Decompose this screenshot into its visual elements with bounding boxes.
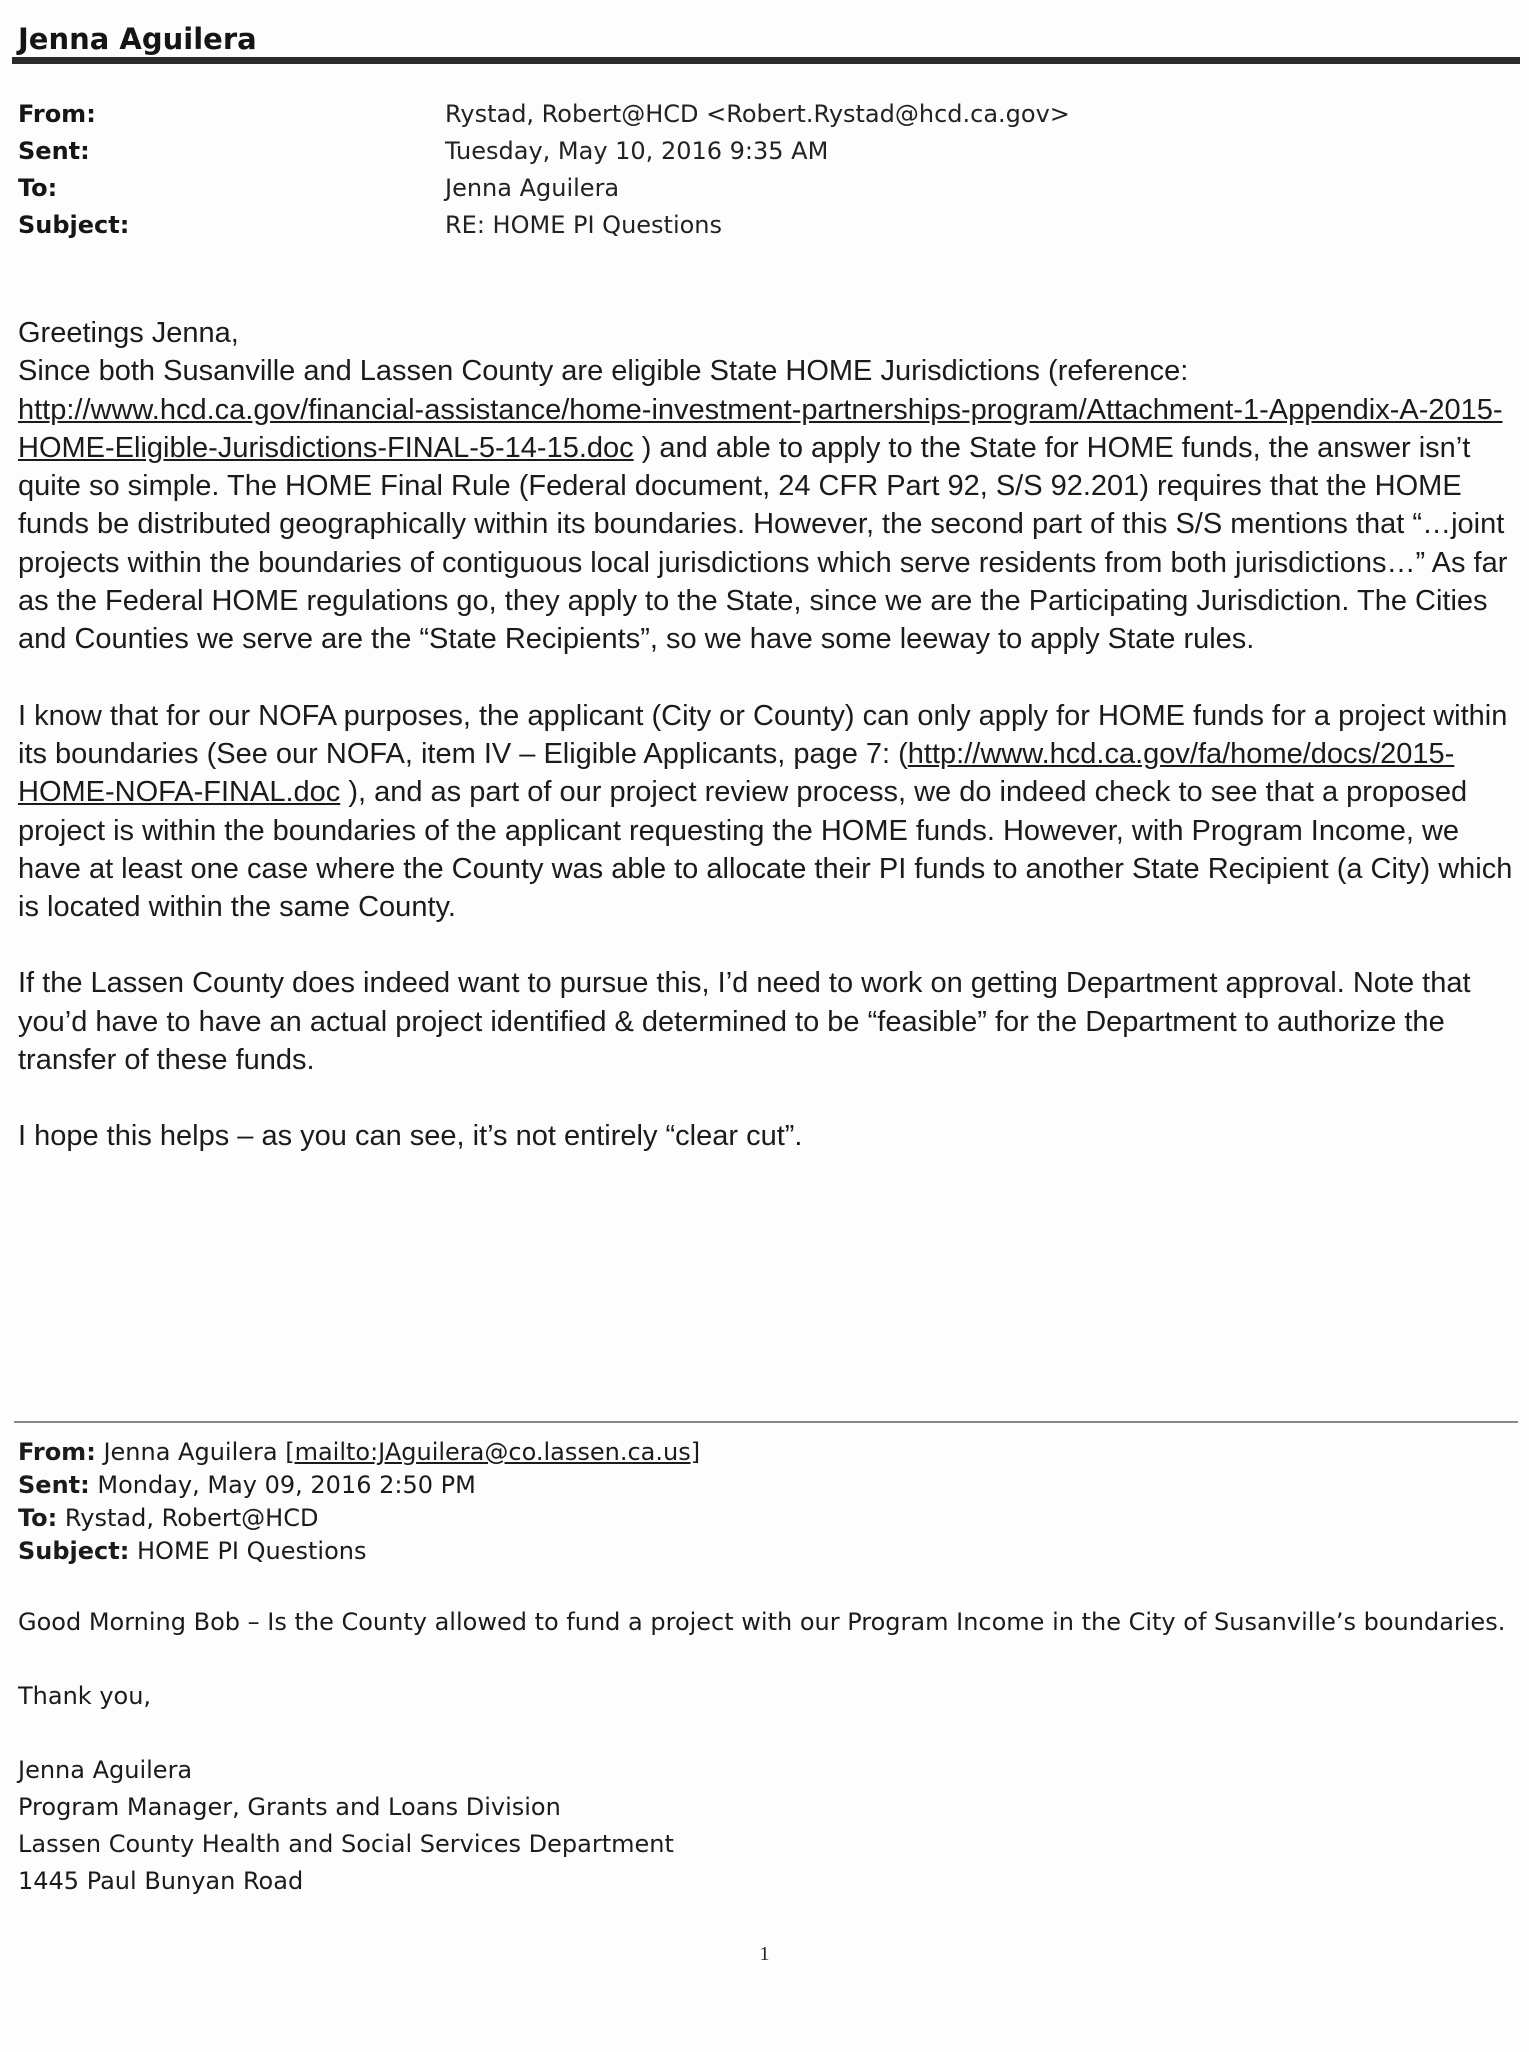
header-rule bbox=[12, 57, 1520, 64]
signature-block bbox=[18, 1752, 1518, 1900]
forwarded-subject-value: HOME PI Questions bbox=[137, 1537, 367, 1565]
forwarded-body bbox=[18, 1604, 1518, 1900]
signature-address: 1445 Paul Bunyan Road bbox=[18, 1867, 304, 1895]
forwarded-from-value: Jenna Aguilera bbox=[103, 1438, 278, 1466]
forwarded-sent-label: Sent: bbox=[18, 1471, 90, 1499]
body-paragraph-4: I hope this helps – as you can see, it’s not entirely “clear cut”. bbox=[18, 1120, 803, 1153]
paragraph-2-text-a: I know that for our NOFA purposes, the applicant (City or County) can only apply for HOME funds for a project within its boundaries (See our NOFA, item IV – Eligible Applicants, page 7: ( bbox=[18, 699, 1508, 770]
forwarded-subject-label: Subject: bbox=[18, 1537, 130, 1565]
signature-title: Program Manager, Grants and Loans Division bbox=[18, 1793, 561, 1821]
from-value: Rystad, Robert@HCD <Robert.Rystad@hcd.ca.gov> bbox=[445, 100, 1070, 128]
body-paragraph-1 bbox=[18, 352, 1518, 658]
forwarded-sent-value: Monday, May 09, 2016 2:50 PM bbox=[97, 1471, 476, 1499]
signature-department: Lassen County Health and Social Services Department bbox=[18, 1830, 674, 1858]
body-paragraph-3: If the Lassen County does indeed want to pursue this, I’d need to work on getting Department approval. Note that you’d have to have an actual project identified & determined to be “feasible” for the Department to authorize the transfer of these funds. bbox=[18, 967, 1471, 1077]
nofa-link[interactable]: http://www.hcd.ca.gov/fa/home/docs/2015-HOME-NOFA-FINAL.doc bbox=[18, 737, 1455, 809]
subject-value: RE: HOME PI Questions bbox=[445, 211, 723, 239]
sent-value: Tuesday, May 10, 2016 9:35 AM bbox=[445, 137, 829, 165]
forward-separator bbox=[14, 1421, 1518, 1423]
forwarded-sent-row bbox=[18, 1469, 1518, 1502]
mailto-link[interactable]: [mailto:JAguilera@co.lassen.ca.us] bbox=[285, 1438, 701, 1466]
paragraph-1-text-b: ) and able to apply to the State for HOME funds, the answer isn’t quite so simple. The HOME Final Rule (Federal document, 24 CFR Part 92, S/S 92.201) requires that the HOME funds be distributed geographically within its boundaries. However, the second part of this S/S mentions that “…joint projects within the boundaries of contiguous local jurisdictions which serve residents from both jurisdictions…” As far as the Federal HOME regulations go, they apply to the State, since we are the Participating Jurisdiction. The Cities and Counties we serve are the “State Recipients”, so we have some leeway to apply State rules. bbox=[18, 431, 1508, 656]
paragraph-1-text-a: Since both Susanville and Lassen County are eligible State HOME Jurisdictions (reference: bbox=[18, 355, 1189, 388]
forwarded-header bbox=[18, 1436, 1518, 1568]
sent-label: Sent: bbox=[18, 137, 90, 165]
email-header bbox=[18, 100, 1518, 248]
from-label: From: bbox=[18, 100, 96, 128]
eligible-jurisdictions-link[interactable]: http://www.hcd.ca.gov/financial-assistance/home-investment-partnerships-program/Attachment-1-Appendix-A-2015-HOME-Eligible-Jurisdictions-FINAL-5-14-15.doc bbox=[18, 393, 1503, 464]
to-row bbox=[18, 174, 1518, 211]
forwarded-message: Good Morning Bob – Is the County allowed to fund a project with our Program Income in the City of Susanville’s boundaries. bbox=[18, 1608, 1506, 1636]
subject-row bbox=[18, 211, 1518, 248]
email-body bbox=[18, 314, 1518, 1194]
forwarded-to-label: To: bbox=[18, 1504, 58, 1532]
forwarded-subject-row bbox=[18, 1535, 1518, 1568]
forwarded-to-value: Rystad, Robert@HCD bbox=[64, 1504, 319, 1532]
forwarded-from-row bbox=[18, 1436, 1518, 1469]
to-label: To: bbox=[18, 174, 58, 202]
forwarded-from-label: From: bbox=[18, 1438, 96, 1466]
page-number: 1 bbox=[759, 1943, 770, 1965]
body-paragraph-2 bbox=[18, 697, 1518, 927]
paragraph-2-text-b: ), and as part of our project review process, we do indeed check to see that a proposed project is within the boundaries of the applicant requesting the HOME funds. However, with Program Income, we have at least one case where the County was able to allocate their PI funds to another State Recipient (a City) which is located within the same County. bbox=[18, 776, 1513, 924]
from-row bbox=[18, 100, 1518, 137]
forwarded-to-row bbox=[18, 1502, 1518, 1535]
mailbox-owner-name: Jenna Aguilera bbox=[18, 22, 257, 56]
sent-row bbox=[18, 137, 1518, 174]
forwarded-closing: Thank you, bbox=[18, 1682, 152, 1710]
subject-label: Subject: bbox=[18, 211, 130, 239]
greeting: Greetings Jenna, bbox=[18, 317, 239, 349]
to-value: Jenna Aguilera bbox=[445, 174, 620, 202]
signature-name: Jenna Aguilera bbox=[18, 1756, 193, 1784]
